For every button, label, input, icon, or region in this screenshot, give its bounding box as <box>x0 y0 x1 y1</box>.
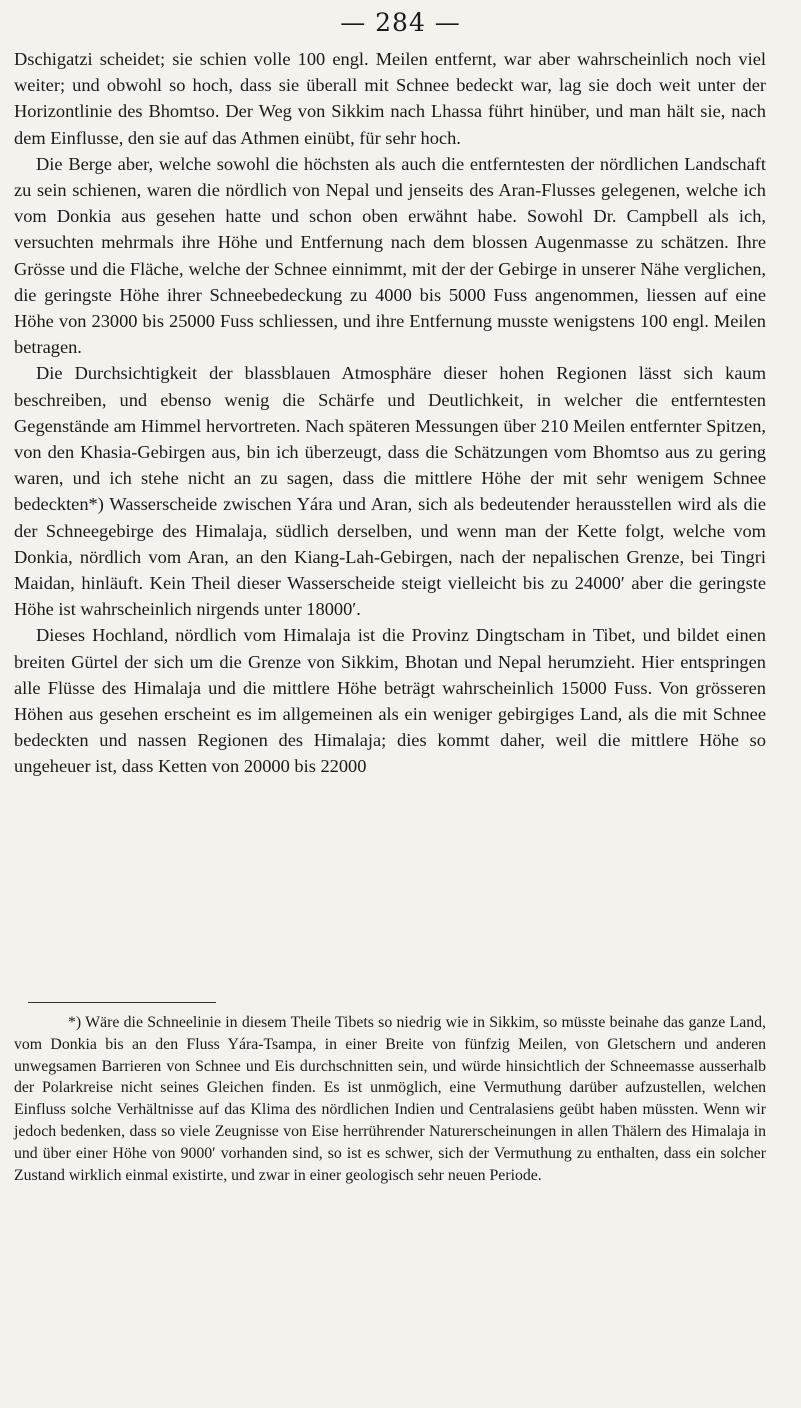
paragraph-2: Die Berge aber, welche sowohl die höchsten als auch die entferntesten der nördlichen Landschaft zu sein schienen, waren die nördlich von Nepal und jenseits des Aran-Flusses gelegenen, welche ich vom Donkia aus gesehen hatte und schon oben erwähnt habe. Sowohl Dr. Campbell als ich, versuchten mehrmals ihre Höhe und Entfernung nach dem blossen Augenmasse zu schätzen. Ihre Grösse und die Fläche, welche der Schnee einnimmt, mit der der Gebirge in unserer Nähe verglichen, die geringste Höhe ihrer Schneebedeckung zu 4000 bis 5000 Fuss angenommen, liessen auf eine Höhe von 23000 bis 25000 Fuss schliessen, und ihre Entfernung musste wenigstens 100 engl. Meilen betragen. <box>14 153 766 358</box>
paragraph-3: Die Durchsichtigkeit der blassblauen Atmosphäre dieser hohen Regionen lässt sich kaum beschreiben, und ebenso wenig die Schärfe und Deutlichkeit, in welcher die entferntesten Gegenstände am Himmel hervortreten. Nach späteren Messungen über 210 Meilen entfernter Spitzen, von den Khasia-Gebirgen aus, bin ich überzeugt, dass die Schätzungen vom Bhomtso aus zu gering waren, und ich stehe nicht an zu sagen, dass die mittlere Höhe der mit sehr wenigem Schnee bedeckten*) Wasserscheide zwischen Yára und Aran, sich als bedeutender herausstellen wird als die der Schneegebirge des Himalaja, südlich derselben, und wenn man der Kette folgt, welche vom Donkia, nördlich vom Aran, an den Kiang-Lah-Gebirgen, nach der nepalischen Grenze, bei Tingri Maidan, hinläuft. Kein Theil dieser Wasserscheide steigt vielleicht bis zu 24000′ aber die geringste Höhe ist wahrscheinlich nirgends unter 18000′. <box>14 363 766 620</box>
footnote-text: *) Wäre die Schneelinie in diesem Theile Tibets so niedrig wie in Sikkim, so müsste beinahe das ganze Land, vom Donkia bis an den Fluss Yára-Tsampa, in einer Breite von fünfzig Meilen, von Gletschern und anderen unwegsamen Barrieren von Schnee und Eis durchschnitten sein, und würde hinsichtlich der Schneemasse ausserhalb der Polarkreise nicht seines Gleichen finden. Es ist unmöglich, eine Vermuthung darüber aufzustellen, welchen Einfluss solche Verhältnisse auf das Klima des nördlichen Indien und Centralasiens geübt haben müssten. Wenn wir jedoch bedenken, dass so viele Zeugnisse von Eise herrührender Naturerscheinungen in allen Thälern des Himalaja in und über einer Höhe von 9000′ vorhanden sind, so ist es schwer, sich der Vermuthung zu enthalten, dass ein solcher Zustand wirklich einmal existirte, und zwar in einer geologisch sehr neuen Periode. <box>14 1014 766 1184</box>
paragraph-4: Dieses Hochland, nördlich vom Himalaja ist die Provinz Dingtscham in Tibet, und bildet einen breiten Gürtel der sich um die Grenze von Sikkim, Bhotan und Nepal herumzieht. Hier entspringen alle Flüsse des Himalaja und die mittlere Höhe beträgt wahrscheinlich 15000 Fuss. Von grösseren Höhen aus gesehen erscheint es im allgemeinen als ein weniger gebirgiges Land, als die mit Schnee bedeckten und nassen Regionen des Himalaja; dies kommt daher, weil die mittlere Höhe so ungeheuer ist, dass Ketten von 20000 bis 22000 <box>14 625 766 777</box>
paragraph-1: Dschigatzi scheidet; sie schien volle 100 engl. Meilen entfernt, war aber wahrscheinlich noch viel weiter; und obwohl so hoch, dass sie überall mit Schnee bedeckt war, lag sie doch weit unter der Horizontlinie des Bhomtso. Der Weg von Sikkim nach Lhassa führt hinüber, und man hält sie, nach dem Einflusse, den sie auf das Athmen einübt, für sehr hoch. <box>14 49 766 148</box>
footnote-divider <box>28 1002 216 1003</box>
page-number: — 284 — <box>340 8 461 37</box>
footnote <box>14 1012 766 1186</box>
main-text <box>14 46 766 780</box>
